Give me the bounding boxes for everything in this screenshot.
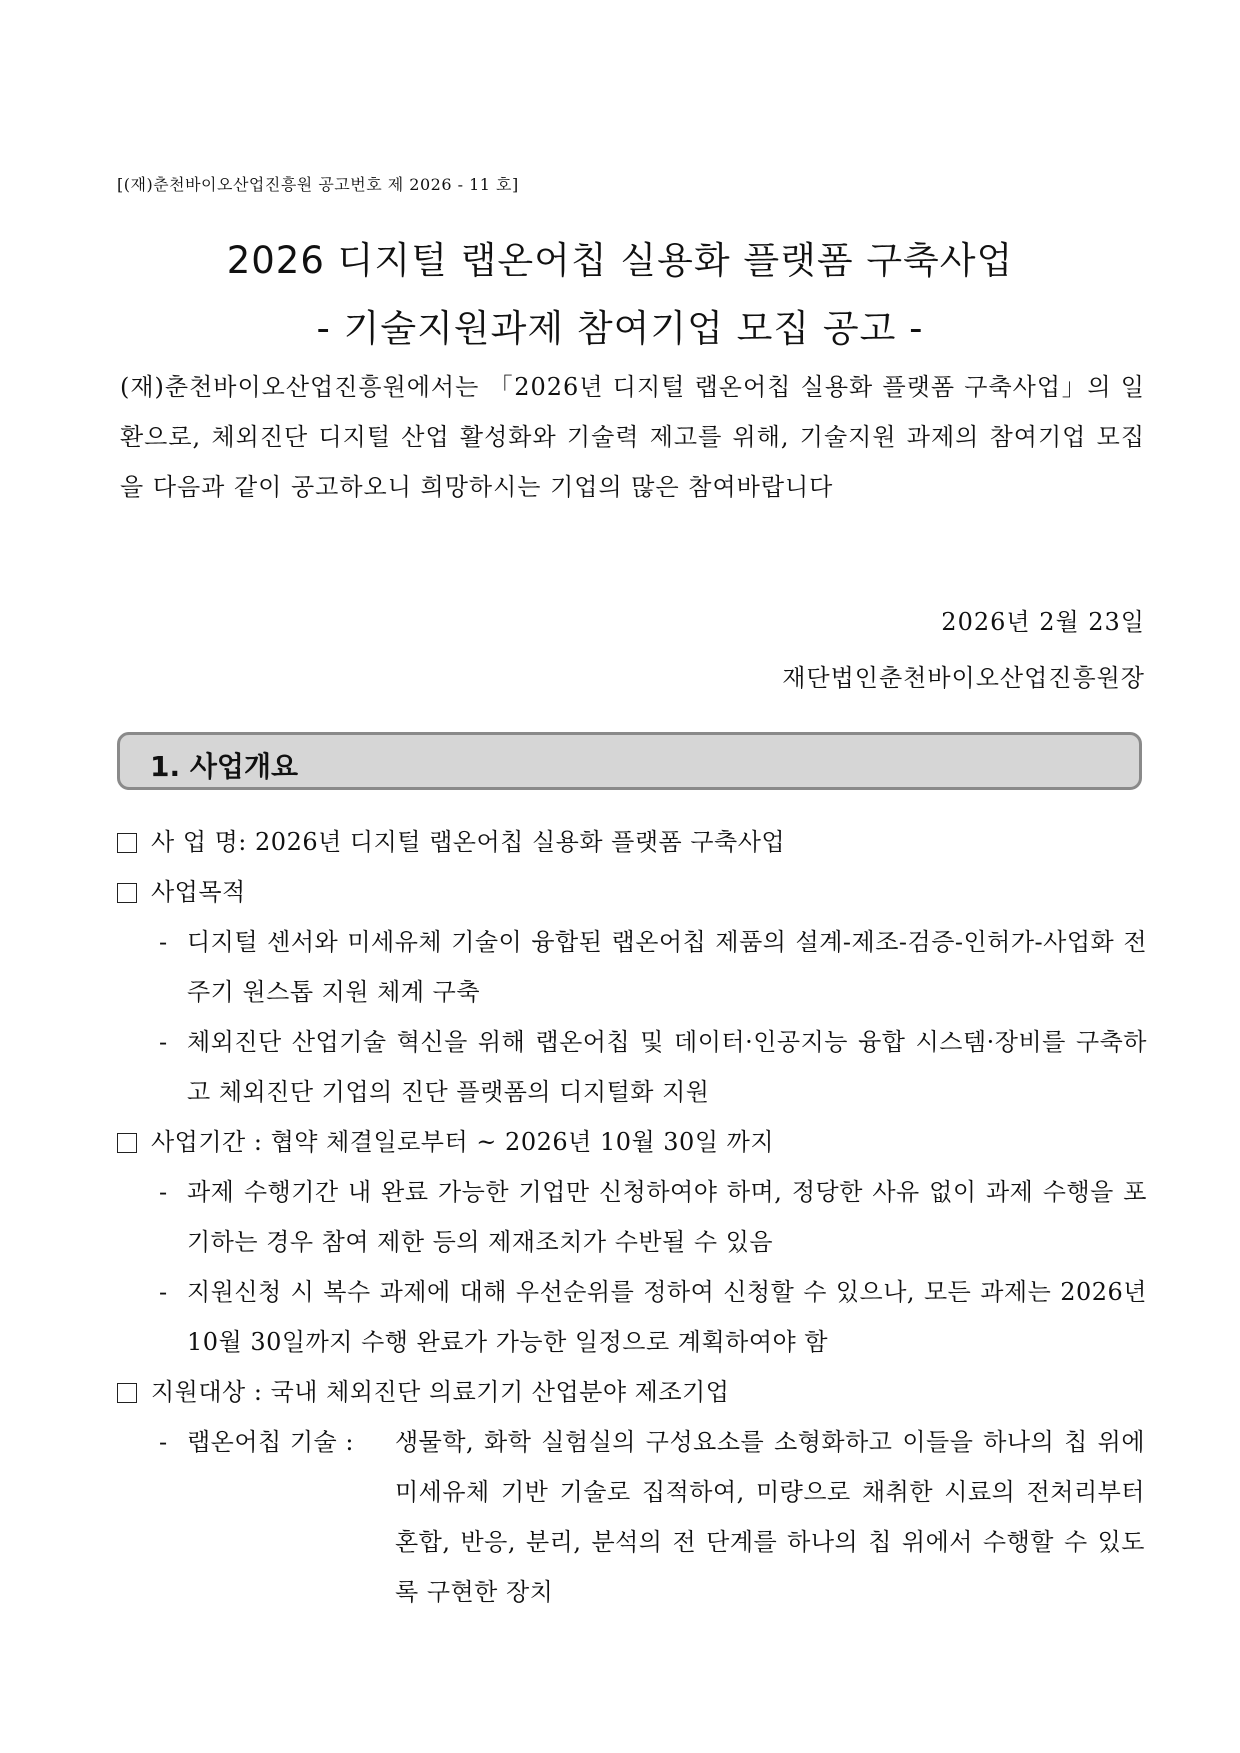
intro-text: (재)춘천바이오산업진흥원에서는 「2026년 디지털 랩온어칩 실용화 플랫폼 구축사업」의 일환으로, 체외진단 디지털 산업 활성화와 기술력 제고를 위해, 기술지원 과제의 참여기업 모집을 다음과 같이 공고하오니 희망하시는 기업의 많은 참여바랍니다 bbox=[120, 373, 1145, 501]
dash-marker: - bbox=[159, 1178, 168, 1206]
notice-number: [(재)춘천바이오산업진흥원 공고번호 제 2026 - 11 호] bbox=[117, 175, 519, 194]
purpose-item-2 bbox=[117, 1017, 1147, 1117]
checkbox-square-icon bbox=[117, 883, 137, 903]
section-title: 1. 사업개요 bbox=[150, 750, 299, 783]
dash-marker: - bbox=[159, 1428, 168, 1456]
issuer-name: 재단법인춘천바이오산업진흥원장 bbox=[782, 664, 1145, 692]
purpose-label: 사업목적 bbox=[151, 878, 246, 906]
checkbox-square-icon bbox=[117, 1383, 137, 1403]
definition-term: 랩온어칩 기술 : bbox=[187, 1428, 354, 1456]
period-text: 사업기간 : 협약 체결일로부터 ~ 2026년 10월 30일 까지 bbox=[151, 1128, 775, 1156]
checkbox-square-icon bbox=[117, 1133, 137, 1153]
section-content bbox=[117, 817, 1147, 1617]
purpose-heading-item bbox=[117, 867, 1147, 917]
section-header-box bbox=[117, 732, 1142, 790]
period-item-text: 과제 수행기간 내 완료 가능한 기업만 신청하여야 하며, 정당한 사유 없이 과제 수행을 포기하는 경우 참여 제한 등의 제재조치가 수반될 수 있음 bbox=[187, 1178, 1147, 1256]
dash-marker: - bbox=[159, 928, 168, 956]
target-item bbox=[117, 1367, 1147, 1417]
checkbox-square-icon bbox=[117, 833, 137, 853]
announcement-date: 2026년 2월 23일 bbox=[941, 608, 1145, 636]
intro-paragraph bbox=[120, 362, 1145, 512]
period-item-text: 지원신청 시 복수 과제에 대해 우선순위를 정하여 신청할 수 있으나, 모든 과제는 2026년 10월 30일까지 수행 완료가 가능한 일정으로 계획하여야 함 bbox=[187, 1278, 1147, 1356]
period-item-2 bbox=[117, 1267, 1147, 1367]
period-item-1 bbox=[117, 1167, 1147, 1267]
document-title-line1: 2026 디지털 랩온어칩 실용화 플랫폼 구축사업 bbox=[226, 239, 1014, 282]
purpose-item-1 bbox=[117, 917, 1147, 1017]
purpose-item-text: 체외진단 산업기술 혁신을 위해 랩온어칩 및 데이터·인공지능 융합 시스템·장비를 구축하고 체외진단 기업의 진단 플랫폼의 디지털화 지원 bbox=[187, 1028, 1147, 1106]
period-item bbox=[117, 1117, 1147, 1167]
target-text: 지원대상 : 국내 체외진단 의료기기 산업분야 제조기업 bbox=[151, 1378, 730, 1406]
definition-text: 생물학, 화학 실험실의 구성요소를 소형화하고 이들을 하나의 칩 위에 미세유체 기반 기술로 집적하여, 미량으로 채취한 시료의 전처리부터 혼합, 반응, 분리, 분석의 전 단계를 하나의 칩 위에서 수행할 수 있도록 구현한 장치 bbox=[395, 1428, 1145, 1606]
dash-marker: - bbox=[159, 1278, 168, 1306]
purpose-item-text: 디지털 센서와 미세유체 기술이 융합된 랩온어칩 제품의 설계-제조-검증-인허가-사업화 전주기 원스톱 지원 체계 구축 bbox=[187, 928, 1147, 1006]
project-name-item bbox=[117, 817, 1147, 867]
target-definition-item bbox=[117, 1417, 1147, 1617]
project-name-text: 사 업 명: 2026년 디지털 랩온어칩 실용화 플랫폼 구축사업 bbox=[151, 828, 786, 856]
document-title-line2: - 기술지원과제 참여기업 모집 공고 - bbox=[316, 307, 924, 350]
dash-marker: - bbox=[159, 1028, 168, 1056]
